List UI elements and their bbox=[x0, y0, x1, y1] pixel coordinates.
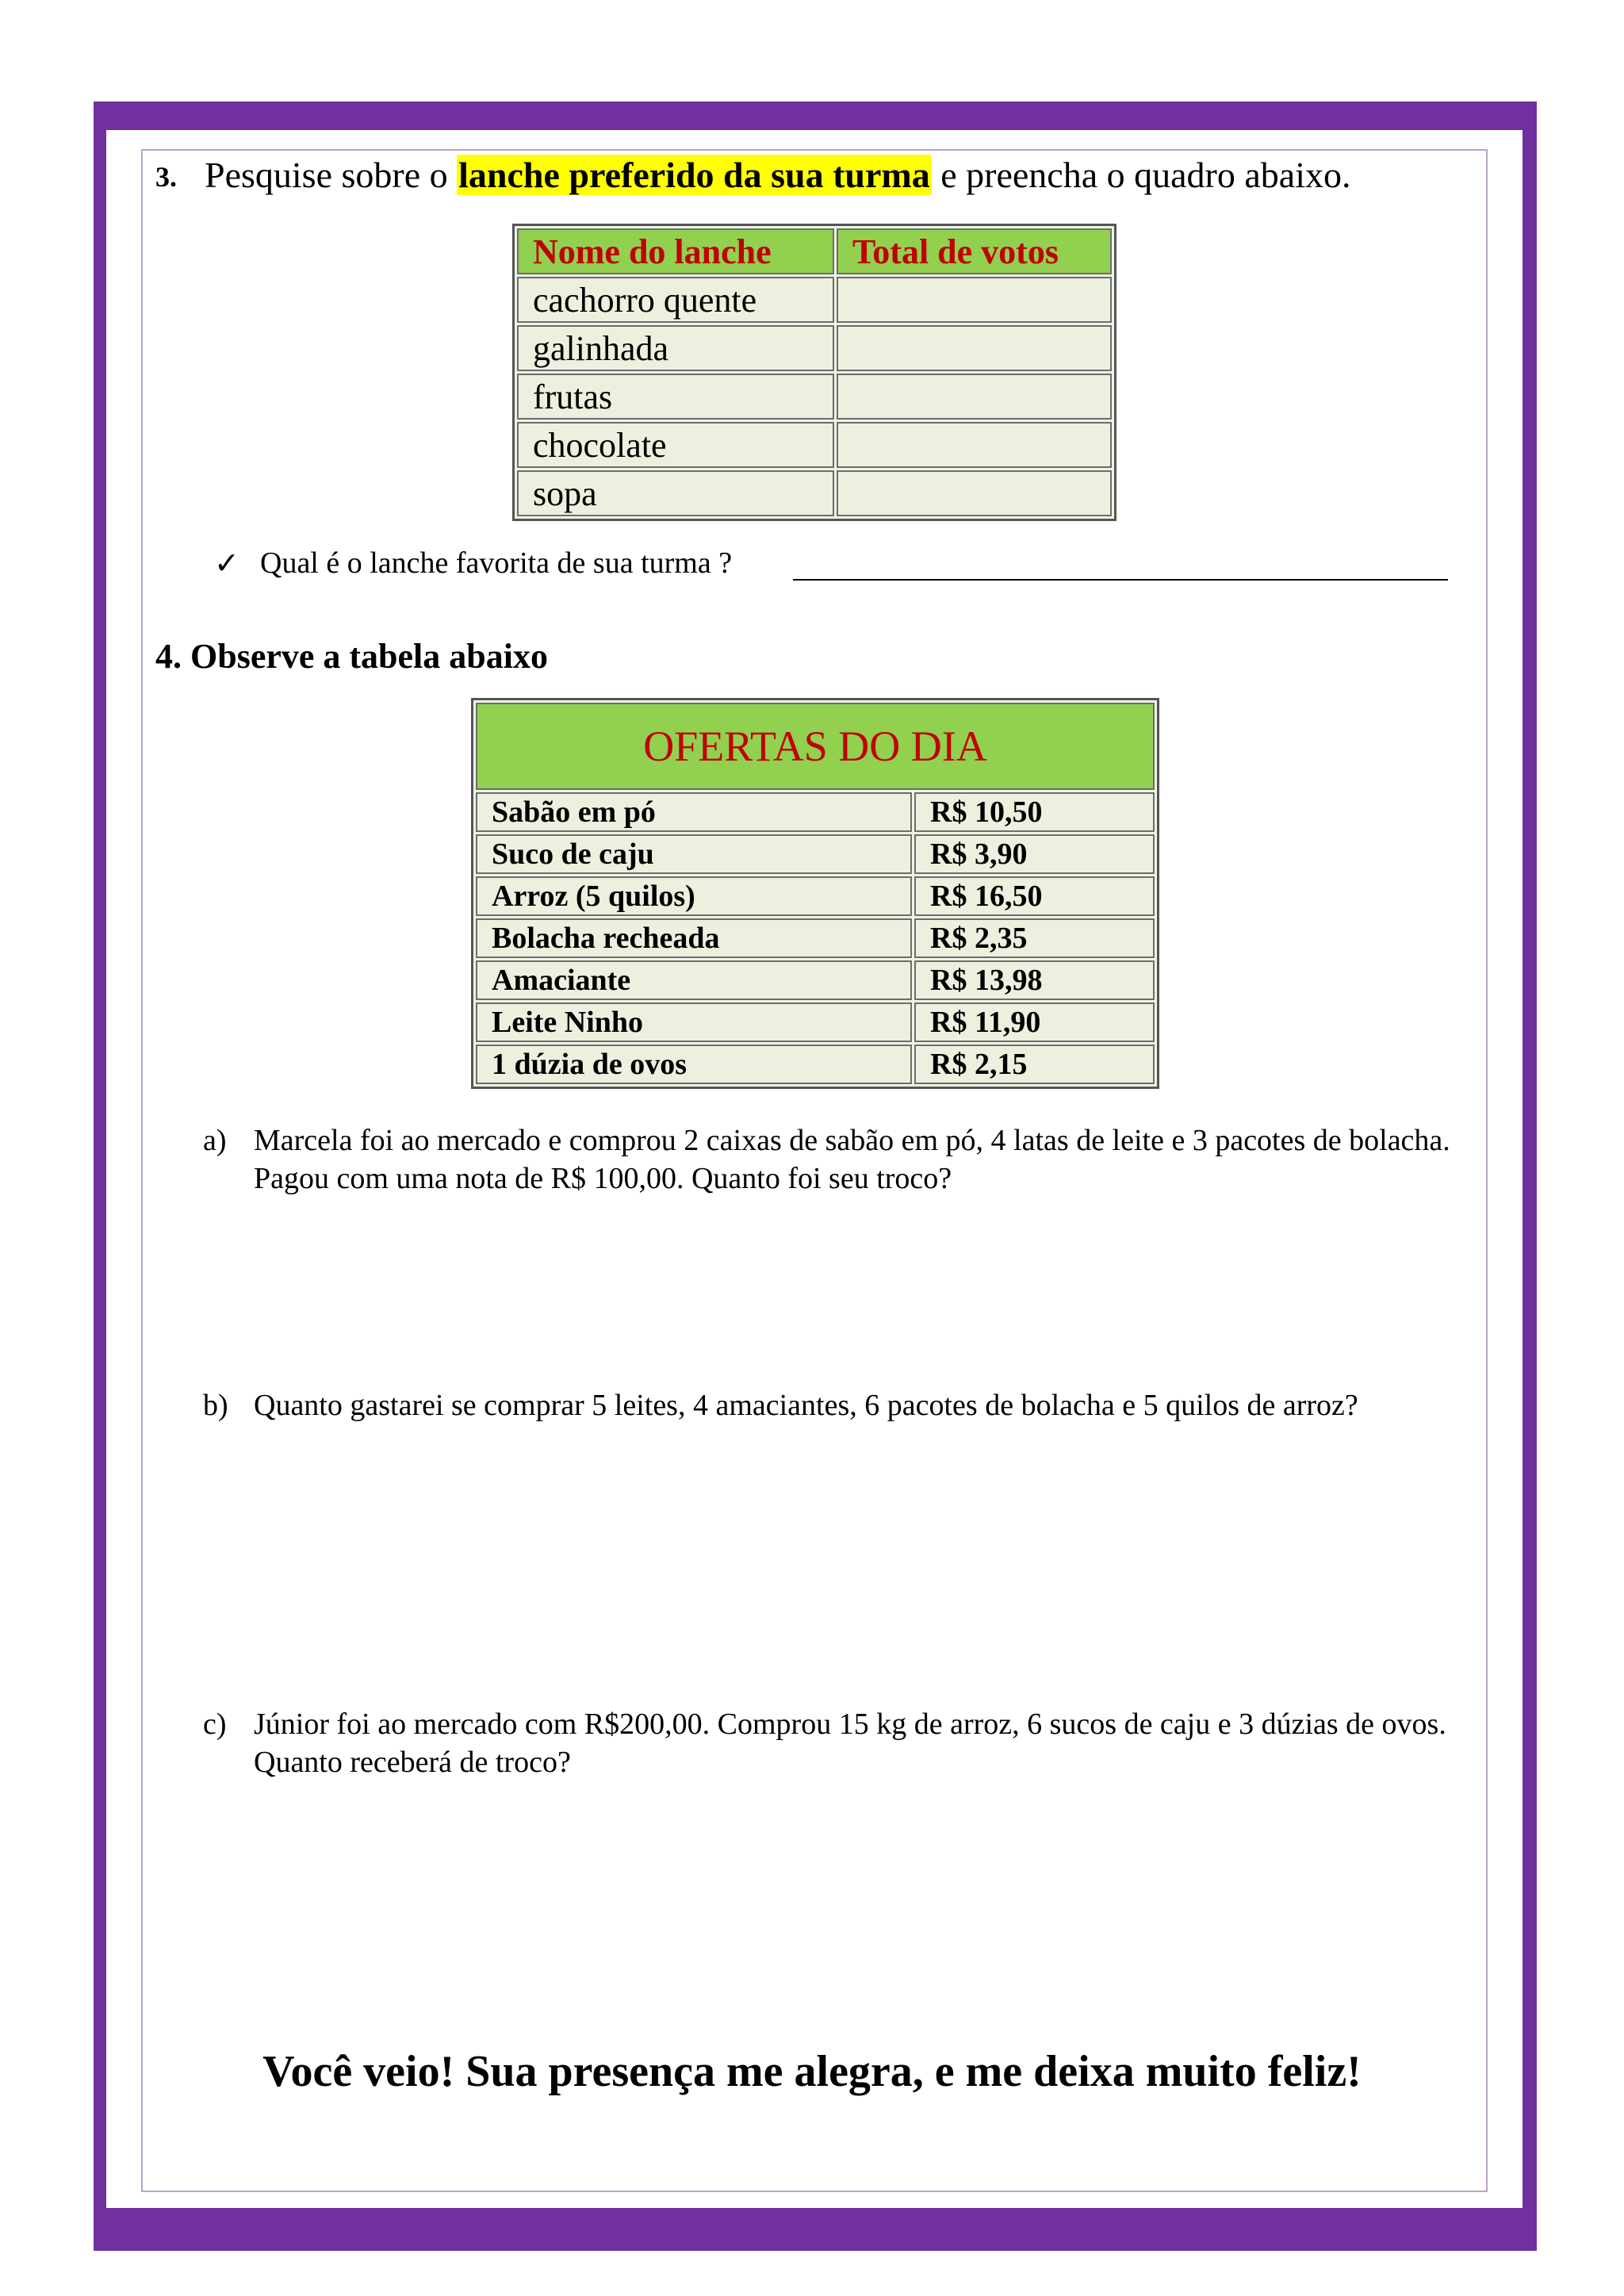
item-name: Arroz (5 quilos) bbox=[476, 876, 912, 916]
table-row bbox=[517, 470, 1112, 516]
snack-votes-table bbox=[512, 224, 1116, 521]
item-price: R$ 3,90 bbox=[914, 834, 1155, 874]
checkmark-icon: ✓ bbox=[214, 547, 239, 581]
table-row bbox=[476, 834, 1155, 874]
table-row bbox=[476, 792, 1155, 832]
table-row bbox=[476, 876, 1155, 916]
item-name: Amaciante bbox=[476, 960, 912, 1000]
question-3-text-after: e preencha o quadro abaixo. bbox=[931, 155, 1351, 195]
item-name: Suco de caju bbox=[476, 834, 912, 874]
question-c-text: Júnior foi ao mercado com R$200,00. Comprou 15 kg de arroz, 6 sucos de caju e 3 dúzias de ovos. Quanto receberá de troco? bbox=[254, 1708, 1446, 1779]
table-header-row bbox=[517, 228, 1112, 274]
table-row bbox=[517, 277, 1112, 323]
question-3-highlight: lanche preferido da sua turma bbox=[458, 155, 930, 195]
item-price: R$ 2,15 bbox=[914, 1045, 1155, 1084]
table-header-row bbox=[476, 703, 1155, 790]
item-name: Bolacha recheada bbox=[476, 918, 912, 958]
question-3-text bbox=[205, 154, 1351, 196]
table-row bbox=[476, 918, 1155, 958]
closing-message: Você veio! Sua presença me alegra, e me deixa muito feliz! bbox=[262, 2047, 1362, 2096]
header-snack-name: Nome do lanche bbox=[517, 228, 834, 274]
snack-name: chocolate bbox=[517, 422, 834, 468]
votes-cell bbox=[837, 325, 1112, 371]
item-price: R$ 2,35 bbox=[914, 918, 1155, 958]
snack-name: galinhada bbox=[517, 325, 834, 371]
votes-cell bbox=[837, 277, 1112, 323]
item-price: R$ 16,50 bbox=[914, 876, 1155, 916]
question-b-label: b) bbox=[203, 1389, 228, 1422]
votes-cell bbox=[837, 470, 1112, 516]
table-row bbox=[517, 374, 1112, 420]
table-row bbox=[476, 1045, 1155, 1084]
votes-cell bbox=[837, 422, 1112, 468]
question-b-text: Quanto gastarei se comprar 5 leites, 4 amaciantes, 6 pacotes de bolacha e 5 quilos de arroz? bbox=[254, 1389, 1358, 1422]
table-row bbox=[476, 1002, 1155, 1042]
question-c-label: c) bbox=[203, 1708, 227, 1741]
item-name: Leite Ninho bbox=[476, 1002, 912, 1042]
question-a-text: Marcela foi ao mercado e comprou 2 caixas de sabão em pó, 4 latas de leite e 3 pacotes de bolacha. Pagou com uma nota de R$ 100,00. Quanto foi seu troco? bbox=[254, 1124, 1450, 1195]
question-a-label: a) bbox=[203, 1124, 227, 1157]
item-name: Sabão em pó bbox=[476, 792, 912, 832]
daily-offers-table bbox=[471, 698, 1159, 1089]
header-total-votes: Total de votos bbox=[837, 228, 1112, 274]
snack-name: cachorro quente bbox=[517, 277, 834, 323]
item-price: R$ 13,98 bbox=[914, 960, 1155, 1000]
item-price: R$ 11,90 bbox=[914, 1002, 1155, 1042]
votes-cell bbox=[837, 374, 1112, 420]
snack-name: frutas bbox=[517, 374, 834, 420]
table-row bbox=[476, 960, 1155, 1000]
snack-name: sopa bbox=[517, 470, 834, 516]
answer-line bbox=[793, 579, 1448, 581]
question-3-number: 3. bbox=[155, 161, 177, 193]
table-row bbox=[517, 325, 1112, 371]
question-4-title: 4. Observe a tabela abaixo bbox=[155, 637, 548, 676]
question-3-text-before: Pesquise sobre o bbox=[205, 155, 458, 195]
table-row bbox=[517, 422, 1112, 468]
item-name: 1 dúzia de ovos bbox=[476, 1045, 912, 1084]
favorite-snack-question: Qual é o lanche favorita de sua turma ? bbox=[260, 546, 733, 580]
offers-title: OFERTAS DO DIA bbox=[476, 703, 1155, 790]
item-price: R$ 10,50 bbox=[914, 792, 1155, 832]
